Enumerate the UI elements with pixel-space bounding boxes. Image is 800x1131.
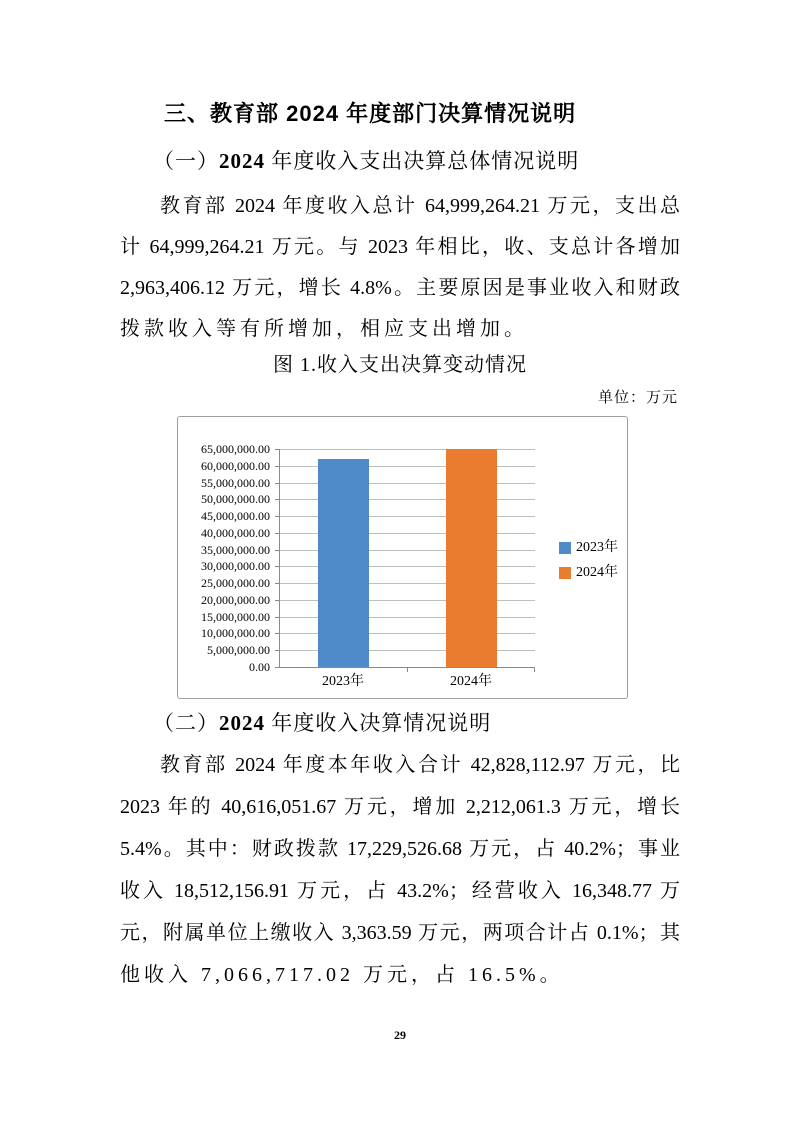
x-axis-category-label: 2024年 (450, 674, 492, 689)
paragraph-line: 2,963,406.12 万元，增长 4.8%。主要原因是事业收入和财政 (120, 277, 680, 299)
paragraph-line: 2023 年的 40,616,051.67 万元，增加 2,212,061.3 万元，增长 (120, 796, 680, 818)
y-axis-tick-label: 50,000,000.00 (201, 492, 270, 506)
y-axis-tick-label: 5,000,000.00 (207, 643, 270, 657)
y-axis-tick (275, 499, 280, 500)
subsection-two-year: 2024 (219, 711, 265, 735)
subsection-one-rest: 年度收入支出决算总体情况说明 (265, 149, 580, 173)
y-axis-tick-label: 10,000,000.00 (201, 626, 270, 640)
legend-item (559, 564, 618, 582)
y-axis-tick (275, 633, 280, 634)
unit-label: 单位：万元 (597, 390, 678, 406)
y-axis-tick-label: 20,000,000.00 (201, 593, 270, 607)
y-axis-tick (275, 650, 280, 651)
section-heading: 三、教育部 2024 年度部门决算情况说明 (164, 101, 577, 126)
paragraph-line: 5.4%。其中：财政拨款 17,229,526.68 万元，占 40.2%；事业 (120, 838, 680, 860)
paragraph-line: 教育部 2024 年度本年收入合计 42,828,112.97 万元，比 (160, 754, 680, 776)
y-axis-tick-label: 25,000,000.00 (201, 576, 270, 590)
page-number: 29 (394, 1028, 406, 1042)
chart-plot-area (279, 449, 535, 668)
legend-swatch-icon (559, 542, 571, 554)
paragraph-line: 计 64,999,264.21 万元。与 2023 年相比，收、支总计各增加 (120, 236, 680, 258)
y-axis-tick (275, 533, 280, 534)
y-axis-tick (275, 483, 280, 484)
paragraph-line: 收入 18,512,156.91 万元，占 43.2%；经营收入 16,348.77 万 (120, 880, 680, 902)
paragraph-income (120, 744, 680, 996)
y-axis-tick-label: 60,000,000.00 (201, 459, 270, 473)
y-axis-tick-label: 0.00 (249, 660, 270, 674)
legend-item (559, 539, 618, 557)
y-axis-tick (275, 516, 280, 517)
legend-label: 2024年 (576, 565, 618, 580)
paragraph-line: 教育部 2024 年度收入总计 64,999,264.21 万元，支出总 (160, 195, 680, 217)
subsection-one-year: 2024 (219, 149, 265, 173)
bar-2023年 (318, 459, 369, 667)
y-axis-tick (275, 466, 280, 467)
y-axis-labels (178, 417, 270, 698)
y-axis-tick-label: 15,000,000.00 (201, 610, 270, 624)
y-axis-tick-label: 35,000,000.00 (201, 543, 270, 557)
y-axis-tick-label: 40,000,000.00 (201, 526, 270, 540)
y-axis-tick (275, 449, 280, 450)
y-axis-tick-label: 45,000,000.00 (201, 509, 270, 523)
subsection-two-prefix: （二） (153, 711, 219, 735)
subsection-one-prefix: （一） (153, 149, 219, 173)
y-axis-tick-label: 65,000,000.00 (201, 442, 270, 456)
subsection-one-title (120, 145, 680, 177)
legend-swatch-icon (559, 567, 571, 579)
y-axis-tick (275, 583, 280, 584)
paragraph-overview (120, 186, 680, 350)
y-axis-tick (275, 617, 280, 618)
chart-legend (559, 539, 618, 589)
bar-chart-figure (177, 416, 628, 699)
figure-caption: 图 1.收入支出决算变动情况 (273, 354, 527, 376)
bar-2024年 (446, 449, 497, 667)
y-axis-tick (275, 667, 280, 668)
y-axis-tick (275, 566, 280, 567)
paragraph-line: 元，附属单位上缴收入 3,363.59 万元，两项合计占 0.1%；其 (120, 922, 680, 944)
y-axis-tick-label: 55,000,000.00 (201, 476, 270, 490)
y-axis-tick (275, 550, 280, 551)
x-axis-category-label: 2023年 (322, 674, 364, 689)
y-axis-tick-label: 30,000,000.00 (201, 559, 270, 573)
paragraph-line: 拨款收入等有所增加，相应支出增加。 (120, 318, 528, 340)
subsection-two-title (120, 707, 680, 739)
subsection-two-rest: 年度收入决算情况说明 (265, 711, 492, 735)
paragraph-line: 他收入 7,066,717.02 万元，占 16.5%。 (120, 964, 564, 986)
y-axis-tick (275, 600, 280, 601)
legend-label: 2023年 (576, 540, 618, 555)
